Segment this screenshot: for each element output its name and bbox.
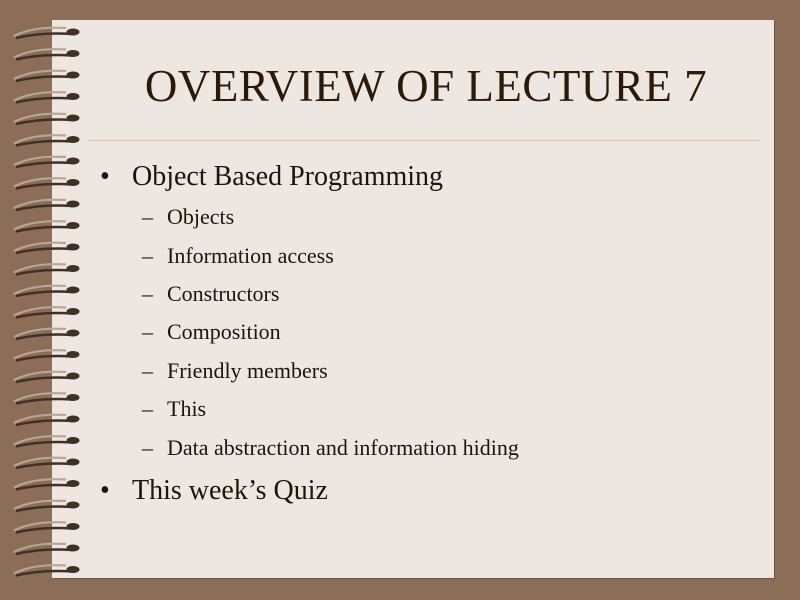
spiral-coil xyxy=(14,479,80,489)
subitem-composition xyxy=(142,318,281,346)
title-divider xyxy=(88,140,760,141)
spiral-coil xyxy=(14,372,80,382)
bullet-object-based-programming xyxy=(100,160,443,194)
spiral-coil xyxy=(14,178,80,188)
slide-title: OVERVIEW OF LECTURE 7 xyxy=(144,61,708,111)
subitem-text: This xyxy=(167,396,207,421)
subitem-text: Friendly members xyxy=(167,358,328,383)
spiral-coil xyxy=(14,393,80,403)
spiral-coil xyxy=(14,200,80,210)
subitem-information-access xyxy=(142,242,334,270)
spiral-coil xyxy=(14,436,80,446)
subitem-data-abstraction xyxy=(142,434,519,462)
spiral-coil xyxy=(14,92,80,102)
spiral-coil xyxy=(14,71,80,81)
bullet-text: Object Based Programming xyxy=(132,161,444,192)
bullet-weekly-quiz xyxy=(100,474,328,508)
spiral-coil xyxy=(14,544,80,554)
dash-glyph: – xyxy=(142,243,153,268)
subitem-constructors xyxy=(142,280,279,308)
subitem-objects xyxy=(142,203,234,231)
spiral-coil xyxy=(14,286,80,296)
spiral-coil xyxy=(14,522,80,532)
subitem-this xyxy=(142,395,206,423)
subitem-text: Information access xyxy=(167,243,334,268)
spiral-coil xyxy=(14,329,80,339)
spiral-coil xyxy=(14,221,80,231)
spiral-coil xyxy=(14,264,80,274)
subitem-text: Constructors xyxy=(167,281,280,306)
spiral-coil xyxy=(14,307,80,317)
dash-glyph: – xyxy=(142,396,153,421)
subitem-text: Composition xyxy=(167,319,281,344)
spiral-coil xyxy=(14,114,80,124)
spiral-coil xyxy=(14,28,80,38)
spiral-coil xyxy=(14,49,80,59)
spiral-coil xyxy=(14,350,80,360)
dash-glyph: – xyxy=(142,204,153,229)
bullet-glyph: • xyxy=(100,475,110,506)
spiral-coil xyxy=(14,243,80,253)
spiral-coil xyxy=(14,135,80,145)
subitem-friendly-members xyxy=(142,357,328,385)
subitem-text: Objects xyxy=(167,204,235,229)
subitem-text: Data abstraction and information hiding xyxy=(167,435,519,460)
spiral-coil xyxy=(14,565,80,575)
bullet-glyph: • xyxy=(100,161,110,192)
spiral-coil xyxy=(14,501,80,511)
bullet-text: This week’s Quiz xyxy=(132,475,328,506)
spiral-coil xyxy=(14,415,80,425)
spiral-coil xyxy=(14,458,80,468)
dash-glyph: – xyxy=(142,358,153,383)
spiral-coil xyxy=(14,157,80,167)
dash-glyph: – xyxy=(142,319,153,344)
dash-glyph: – xyxy=(142,435,153,460)
dash-glyph: – xyxy=(142,281,153,306)
